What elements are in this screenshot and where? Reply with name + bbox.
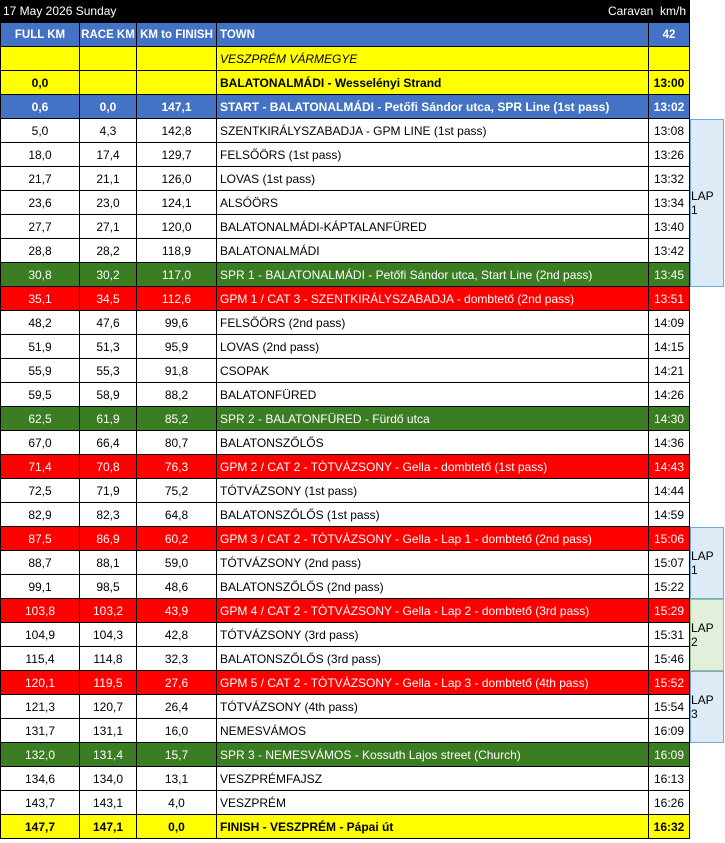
km-to-finish-cell: 15,7 (137, 743, 217, 766)
time-cell: 15:54 (649, 695, 690, 718)
race-km-cell: 4,3 (80, 119, 137, 142)
table-row (0, 287, 690, 311)
km-to-finish-cell: 59,0 (137, 551, 217, 574)
table-row (0, 527, 690, 551)
time-cell: 13:42 (649, 239, 690, 262)
full-km-cell: 23,6 (0, 191, 80, 214)
race-km-cell: 30,2 (80, 263, 137, 286)
town-cell: BALATONALMÁDI-KÁPTALANFÜRED (217, 215, 649, 238)
time-cell: 14:36 (649, 431, 690, 454)
town-cell: LOVAS (1st pass) (217, 167, 649, 190)
town-cell: BALATONSZŐLŐS (3rd pass) (217, 647, 649, 670)
table-row (0, 263, 690, 287)
time-cell: 13:26 (649, 143, 690, 166)
table-row (0, 599, 690, 623)
table-row (0, 623, 690, 647)
lap-marker: LAP 3 (690, 671, 724, 743)
km-to-finish-cell: 147,1 (137, 95, 217, 118)
race-km-cell: 134,0 (80, 767, 137, 790)
town-cell: SZENTKIRÁLYSZABADJA - GPM LINE (1st pass) (217, 119, 649, 142)
race-km-cell: 28,2 (80, 239, 137, 262)
km-to-finish-cell: 64,8 (137, 503, 217, 526)
full-km-cell: 5,0 (0, 119, 80, 142)
km-to-finish-cell: 117,0 (137, 263, 217, 286)
race-km-cell: 119,5 (80, 671, 137, 694)
race-km-cell: 82,3 (80, 503, 137, 526)
time-cell: 13:08 (649, 119, 690, 142)
header-full-km: FULL KM (0, 23, 80, 46)
km-to-finish-cell: 120,0 (137, 215, 217, 238)
km-to-finish-cell (137, 47, 217, 70)
km-to-finish-cell: 32,3 (137, 647, 217, 670)
header-speed: 42 (649, 23, 690, 46)
table-row (0, 671, 690, 695)
full-km-cell: 67,0 (0, 431, 80, 454)
lap-marker: LAP 1 (690, 527, 724, 599)
time-cell: 16:13 (649, 767, 690, 790)
town-cell: BALATONALMÁDI - Wesselényi Strand (217, 71, 649, 94)
time-cell: 15:52 (649, 671, 690, 694)
table-row (0, 815, 690, 839)
race-km-cell: 114,8 (80, 647, 137, 670)
town-cell: CSOPAK (217, 359, 649, 382)
table-row (0, 455, 690, 479)
race-km-cell: 131,1 (80, 719, 137, 742)
race-km-cell: 21,1 (80, 167, 137, 190)
time-cell: 13:00 (649, 71, 690, 94)
time-cell: 14:44 (649, 479, 690, 502)
full-km-cell: 51,9 (0, 335, 80, 358)
full-km-cell: 48,2 (0, 311, 80, 334)
full-km-cell: 71,4 (0, 455, 80, 478)
race-date: 17 May 2026 Sunday (3, 4, 117, 18)
time-cell: 16:32 (649, 815, 690, 838)
km-to-finish-cell: 48,6 (137, 575, 217, 598)
table-row (0, 719, 690, 743)
time-cell: 14:59 (649, 503, 690, 526)
full-km-cell: 82,9 (0, 503, 80, 526)
town-cell: TÓTVÁZSONY (3rd pass) (217, 623, 649, 646)
header-town: TOWN (217, 23, 649, 46)
time-cell: 13:45 (649, 263, 690, 286)
km-to-finish-cell: 118,9 (137, 239, 217, 262)
table-row (0, 383, 690, 407)
full-km-cell: 147,7 (0, 815, 80, 838)
km-to-finish-cell: 43,9 (137, 599, 217, 622)
caravan-speed-label: Caravan km/h (607, 4, 686, 18)
town-cell: GPM 1 / CAT 3 - SZENTKIRÁLYSZABADJA - dombtető (2nd pass) (217, 287, 649, 310)
town-cell: FINISH - VESZPRÉM - Pápai út (217, 815, 649, 838)
town-cell: BALATONALMÁDI (217, 239, 649, 262)
time-cell: 15:46 (649, 647, 690, 670)
race-km-cell: 55,3 (80, 359, 137, 382)
table-row (0, 791, 690, 815)
itinerary-table (0, 23, 690, 839)
table-row (0, 239, 690, 263)
race-km-cell: 17,4 (80, 143, 137, 166)
time-cell: 16:26 (649, 791, 690, 814)
time-cell: 16:09 (649, 743, 690, 766)
time-cell: 14:15 (649, 335, 690, 358)
race-km-cell: 120,7 (80, 695, 137, 718)
race-km-cell: 70,8 (80, 455, 137, 478)
km-to-finish-cell: 126,0 (137, 167, 217, 190)
km-to-finish-cell: 27,6 (137, 671, 217, 694)
town-cell: VESZPRÉMFAJSZ (217, 767, 649, 790)
time-cell (649, 47, 690, 70)
race-km-cell: 147,1 (80, 815, 137, 838)
race-km-cell: 103,2 (80, 599, 137, 622)
race-km-cell (80, 47, 137, 70)
town-cell: BALATONSZŐLŐS (2nd pass) (217, 575, 649, 598)
time-cell: 14:26 (649, 383, 690, 406)
full-km-cell: 27,7 (0, 215, 80, 238)
table-row (0, 647, 690, 671)
town-cell: BALATONSZŐLŐS (1st pass) (217, 503, 649, 526)
table-row (0, 119, 690, 143)
full-km-cell: 0,6 (0, 95, 80, 118)
km-to-finish-cell: 142,8 (137, 119, 217, 142)
table-row (0, 191, 690, 215)
race-km-cell: 98,5 (80, 575, 137, 598)
race-km-cell: 88,1 (80, 551, 137, 574)
town-cell: SPR 1 - BALATONALMÁDI - Petőfi Sándor utca, Start Line (2nd pass) (217, 263, 649, 286)
time-cell: 14:30 (649, 407, 690, 430)
full-km-cell: 121,3 (0, 695, 80, 718)
race-km-cell: 34,5 (80, 287, 137, 310)
km-to-finish-cell: 26,4 (137, 695, 217, 718)
town-cell: NEMESVÁMOS (217, 719, 649, 742)
full-km-cell (0, 47, 80, 70)
table-row (0, 575, 690, 599)
town-cell: GPM 4 / CAT 2 - TÓTVÁZSONY - Gella - Lap 2 - dombtető (3rd pass) (217, 599, 649, 622)
km-to-finish-cell: 88,2 (137, 383, 217, 406)
race-km-cell: 23,0 (80, 191, 137, 214)
table-row (0, 479, 690, 503)
town-cell: TÓTVÁZSONY (4th pass) (217, 695, 649, 718)
race-km-cell: 51,3 (80, 335, 137, 358)
lap-marker: LAP 1 (690, 119, 724, 287)
full-km-cell: 30,8 (0, 263, 80, 286)
full-km-cell: 115,4 (0, 647, 80, 670)
time-cell: 15:07 (649, 551, 690, 574)
time-cell: 13:40 (649, 215, 690, 238)
time-cell: 14:09 (649, 311, 690, 334)
town-cell: VESZPRÉM (217, 791, 649, 814)
km-to-finish-cell: 80,7 (137, 431, 217, 454)
km-to-finish-cell: 42,8 (137, 623, 217, 646)
table-row (0, 431, 690, 455)
km-to-finish-cell: 91,8 (137, 359, 217, 382)
time-cell: 15:31 (649, 623, 690, 646)
town-cell: GPM 5 / CAT 2 - TÓTVÁZSONY - Gella - Lap 3 - dombtető (4th pass) (217, 671, 649, 694)
town-cell: ALSÓÖRS (217, 191, 649, 214)
table-row (0, 503, 690, 527)
town-cell: GPM 3 / CAT 2 - TÓTVÁZSONY - Gella - Lap 1 - dombtető (2nd pass) (217, 527, 649, 550)
town-cell: TÓTVÁZSONY (2nd pass) (217, 551, 649, 574)
time-cell: 14:43 (649, 455, 690, 478)
time-cell: 15:06 (649, 527, 690, 550)
full-km-cell: 99,1 (0, 575, 80, 598)
table-row (0, 95, 690, 119)
km-to-finish-cell: 0,0 (137, 815, 217, 838)
town-cell: SPR 2 - BALATONFÜRED - Fürdő utca (217, 407, 649, 430)
table-row (0, 767, 690, 791)
header-race-km: RACE KM (80, 23, 137, 46)
town-cell: TÓTVÁZSONY (1st pass) (217, 479, 649, 502)
km-to-finish-cell: 124,1 (137, 191, 217, 214)
full-km-cell: 120,1 (0, 671, 80, 694)
table-row (0, 215, 690, 239)
race-km-cell (80, 71, 137, 94)
town-cell: BALATONSZŐLŐS (217, 431, 649, 454)
km-to-finish-cell: 95,9 (137, 335, 217, 358)
full-km-cell: 55,9 (0, 359, 80, 382)
km-to-finish-cell: 112,6 (137, 287, 217, 310)
time-cell: 13:32 (649, 167, 690, 190)
town-cell: GPM 2 / CAT 2 - TÓTVÁZSONY - Gella - dombtető (1st pass) (217, 455, 649, 478)
town-cell: SPR 3 - NEMESVÁMOS - Kossuth Lajos street (Church) (217, 743, 649, 766)
race-km-cell: 61,9 (80, 407, 137, 430)
time-cell: 15:22 (649, 575, 690, 598)
full-km-cell: 62,5 (0, 407, 80, 430)
race-km-cell: 131,4 (80, 743, 137, 766)
full-km-cell: 88,7 (0, 551, 80, 574)
town-cell: LOVAS (2nd pass) (217, 335, 649, 358)
km-to-finish-cell: 60,2 (137, 527, 217, 550)
time-cell: 14:21 (649, 359, 690, 382)
table-row (0, 71, 690, 95)
table-row (0, 167, 690, 191)
full-km-cell: 35,1 (0, 287, 80, 310)
full-km-cell: 18,0 (0, 143, 80, 166)
race-km-cell: 27,1 (80, 215, 137, 238)
lap-marker: LAP 2 (690, 599, 724, 671)
race-km-cell: 143,1 (80, 791, 137, 814)
schedule-title-bar (0, 0, 690, 23)
table-row (0, 551, 690, 575)
km-to-finish-cell (137, 71, 217, 94)
table-row (0, 311, 690, 335)
table-row (0, 695, 690, 719)
table-row (0, 143, 690, 167)
full-km-cell: 28,8 (0, 239, 80, 262)
full-km-cell: 104,9 (0, 623, 80, 646)
full-km-cell: 132,0 (0, 743, 80, 766)
time-cell: 13:51 (649, 287, 690, 310)
town-cell: VESZPRÉM VÁRMEGYE (217, 47, 649, 70)
km-to-finish-cell: 4,0 (137, 791, 217, 814)
race-km-cell: 86,9 (80, 527, 137, 550)
km-to-finish-cell: 75,2 (137, 479, 217, 502)
town-cell: FELSŐÖRS (2nd pass) (217, 311, 649, 334)
full-km-cell: 87,5 (0, 527, 80, 550)
town-cell: START - BALATONALMÁDI - Petőfi Sándor utca, SPR Line (1st pass) (217, 95, 649, 118)
race-km-cell: 0,0 (80, 95, 137, 118)
full-km-cell: 134,6 (0, 767, 80, 790)
header-km-to-finish: KM to FINISH (137, 23, 217, 46)
full-km-cell: 21,7 (0, 167, 80, 190)
time-cell: 13:02 (649, 95, 690, 118)
table-header-row (0, 23, 690, 47)
table-row (0, 407, 690, 431)
town-cell: FELSŐÖRS (1st pass) (217, 143, 649, 166)
time-cell: 16:09 (649, 719, 690, 742)
race-km-cell: 71,9 (80, 479, 137, 502)
time-cell: 13:34 (649, 191, 690, 214)
table-row (0, 359, 690, 383)
race-km-cell: 104,3 (80, 623, 137, 646)
full-km-cell: 59,5 (0, 383, 80, 406)
km-to-finish-cell: 76,3 (137, 455, 217, 478)
race-km-cell: 58,9 (80, 383, 137, 406)
km-to-finish-cell: 129,7 (137, 143, 217, 166)
full-km-cell: 131,7 (0, 719, 80, 742)
full-km-cell: 103,8 (0, 599, 80, 622)
table-row (0, 47, 690, 71)
race-km-cell: 66,4 (80, 431, 137, 454)
km-to-finish-cell: 99,6 (137, 311, 217, 334)
race-km-cell: 47,6 (80, 311, 137, 334)
table-row (0, 335, 690, 359)
full-km-cell: 0,0 (0, 71, 80, 94)
km-to-finish-cell: 16,0 (137, 719, 217, 742)
town-cell: BALATONFÜRED (217, 383, 649, 406)
full-km-cell: 72,5 (0, 479, 80, 502)
time-cell: 15:29 (649, 599, 690, 622)
table-row (0, 743, 690, 767)
full-km-cell: 143,7 (0, 791, 80, 814)
km-to-finish-cell: 13,1 (137, 767, 217, 790)
km-to-finish-cell: 85,2 (137, 407, 217, 430)
